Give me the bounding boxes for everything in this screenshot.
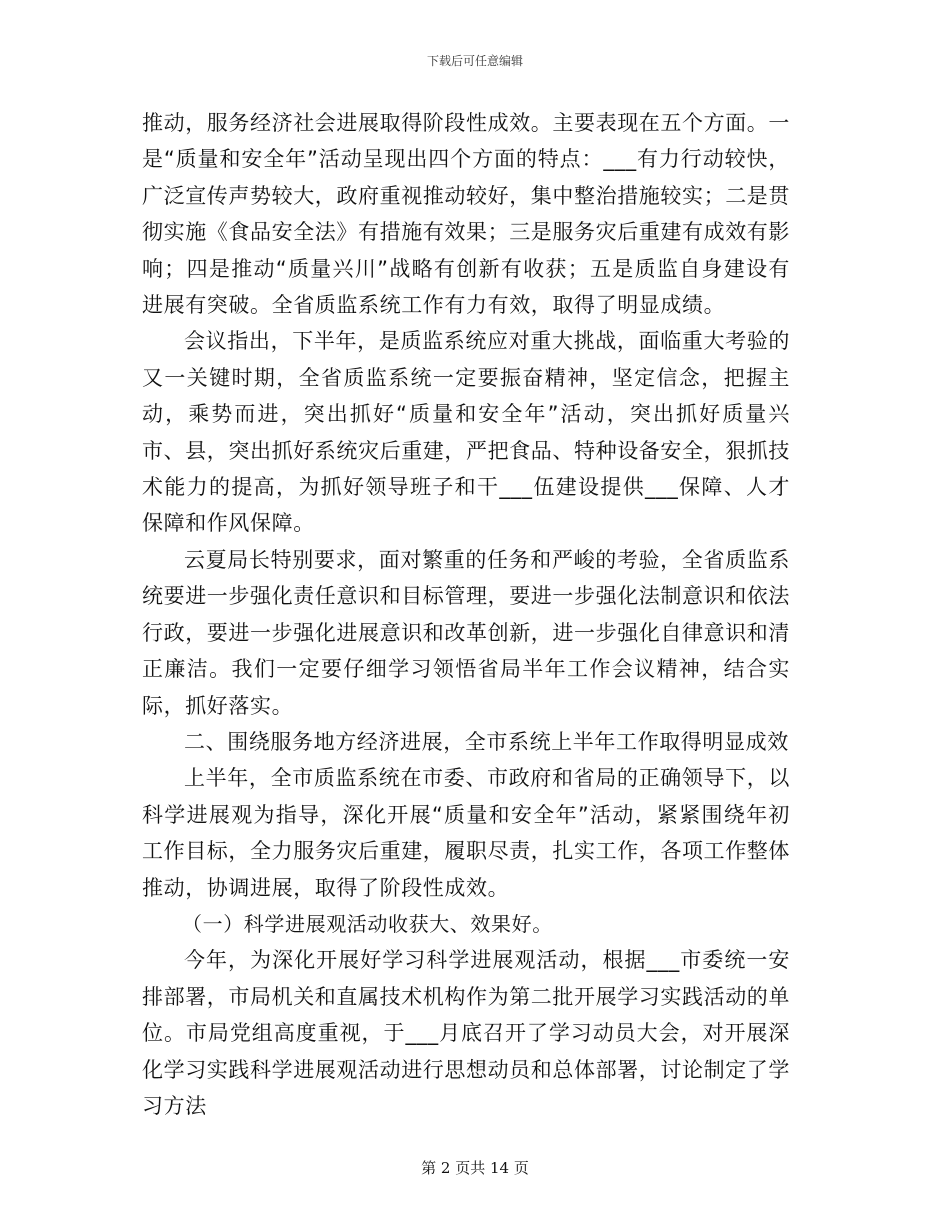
paragraph-continuation: 推动，服务经济社会进展取得阶段性成效。主要表现在五个方面。一是“质量和安全年”活动呈现出四个方面的特点：___有力行动较快，广泛宣传声势较大，政府重视推动较好，集中整治措施较实；二是贯彻实施《食品安全法》有措施有效果；三是服务灾后重建有成效有影响；四是推动“质量兴川”战略有创新有收获；五是质监自身建设有进展有突破。全省质监系统工作有力有效，取得了明显成绩。 <box>142 111 790 318</box>
section-heading-2: 二、围绕服务地方经济进展，全市系统上半年工作取得明显成效 <box>184 729 789 754</box>
paragraph-director-requirements: 云夏局长特别要求，面对繁重的任务和严峻的考验，全省质监系统要进一步强化责任意识和目标管理，要进一步强化法制意识和依法行政，要进一步强化进展意识和改革创新，进一步强化自律意识和清正廉洁。我们一定要仔细学习领悟省局半年工作会议精神，结合实际，抓好落实。 <box>142 547 790 718</box>
document-body <box>142 105 790 1124</box>
page-header: 下载后可任意编辑 <box>426 54 523 68</box>
paragraph-first-half-summary: 上半年，全市质监系统在市委、市政府和省局的正确领导下，以科学进展观为指导，深化开展“质量和安全年”活动，紧紧围绕年初工作目标，全力服务灾后重建，履职尽责，扎实工作，各项工作整体推动，协调进展，取得了阶段性成效。 <box>142 766 790 900</box>
paragraph-study-activity: 今年，为深化开展好学习科学进展观活动，根据___市委统一安排部署，市局机关和直属技术机构作为第二批开展学习实践活动的单位。市局党组高度重视，于___月底召开了学习动员大会，对开展深化学习实践科学进展观活动进行思想动员和总体部署，讨论制定了学习方法 <box>142 948 790 1118</box>
page-footer: 第 2 页共 14 页 <box>421 1159 529 1177</box>
subsection-heading-1: （一）科学进展观活动收获大、效果好。 <box>182 911 553 936</box>
paragraph-meeting-points: 会议指出，下半年，是质监系统应对重大挑战，面临重大考验的又一关键时期，全省质监系统一定要振奋精神，坚定信念，把握主动，乘势而进，突出抓好“质量和安全年”活动，突出抓好质量兴市、县，突出抓好系统灾后重建，严把食品、特种设备安全，狠抓技术能力的提高，为抓好领导班子和干___伍建设提供___保障、人才保障和作风保障。 <box>142 329 790 536</box>
